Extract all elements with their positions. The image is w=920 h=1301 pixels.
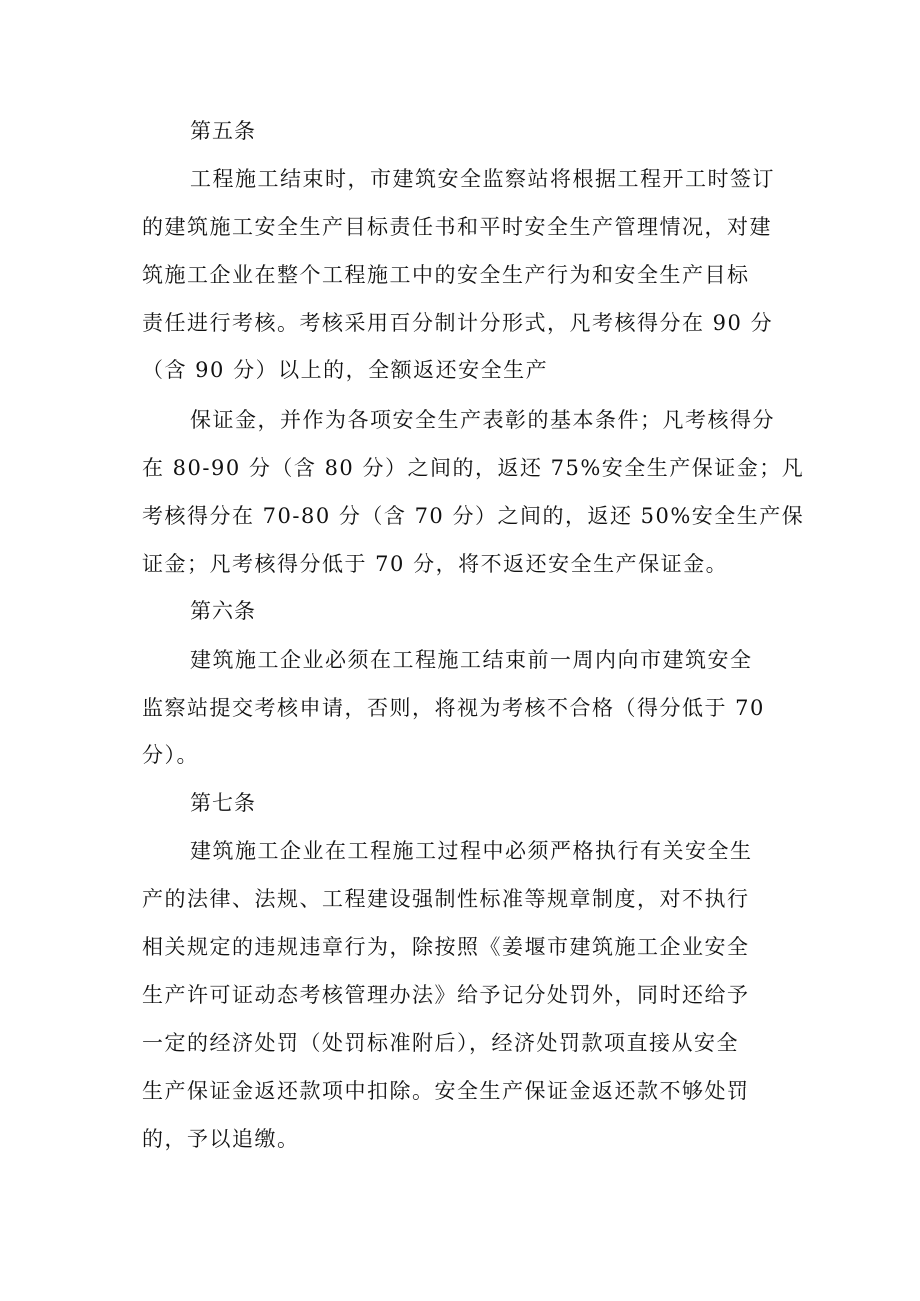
article-5-line-1: 工程施工结束时，市建筑安全监察站将根据工程开工时签订 [190,167,775,191]
article-7-line-1: 建筑施工企业在工程施工过程中必须严格执行有关安全生 [190,839,753,863]
article-5-line-2: 的建筑施工安全生产目标责任书和平时安全生产管理情况，对建 [142,215,772,239]
article-5-line-4: 责任进行考核。考核采用百分制计分形式，凡考核得分在 90 分 [142,311,774,335]
article-6-line-1: 建筑施工企业必须在工程施工结束前一周内向市建筑安全 [190,648,753,672]
article-7-line-6: 生产保证金返还款项中扣除。安全生产保证金返还款不够处罚 [142,1079,750,1103]
article-5-line-3: 筑施工企业在整个工程施工中的安全生产行为和安全生产目标 [142,263,750,287]
article-5-line-5: （含 90 分）以上的，全额返还安全生产 [142,358,549,382]
article-5-line-6: 保证金，并作为各项安全生产表彰的基本条件；凡考核得分 [190,408,775,432]
article-5-heading: 第五条 [190,119,256,143]
article-7-line-2: 产的法律、法规、工程建设强制性标准等规章制度，对不执行 [142,887,750,911]
article-7-heading: 第七条 [190,791,256,815]
article-7-line-7: 的，予以追缴。 [142,1127,300,1151]
article-7-line-5: 一定的经济处罚（处罚标准附后），经济处罚款项直接从安全 [142,1031,739,1055]
article-5-line-9: 证金；凡考核得分低于 70 分，将不返还安全生产保证金。 [142,552,729,576]
article-7-line-4: 生产许可证动态考核管理办法》给予记分处罚外，同时还给予 [142,983,750,1007]
article-6-line-3: 分）。 [142,743,199,767]
article-6-line-2: 监察站提交考核申请，否则，将视为考核不合格（得分低于 70 [142,696,765,720]
article-5-line-7: 在 80-90 分（含 80 分）之间的，返还 75%安全生产保证金；凡 [142,456,805,480]
article-5-line-8: 考核得分在 70-80 分（含 70 分）之间的，返还 50%安全生产保 [142,504,805,528]
article-6-heading: 第六条 [190,599,256,623]
article-7-line-3: 相关规定的违规违章行为，除按照《姜堰市建筑施工企业安全 [142,935,750,959]
